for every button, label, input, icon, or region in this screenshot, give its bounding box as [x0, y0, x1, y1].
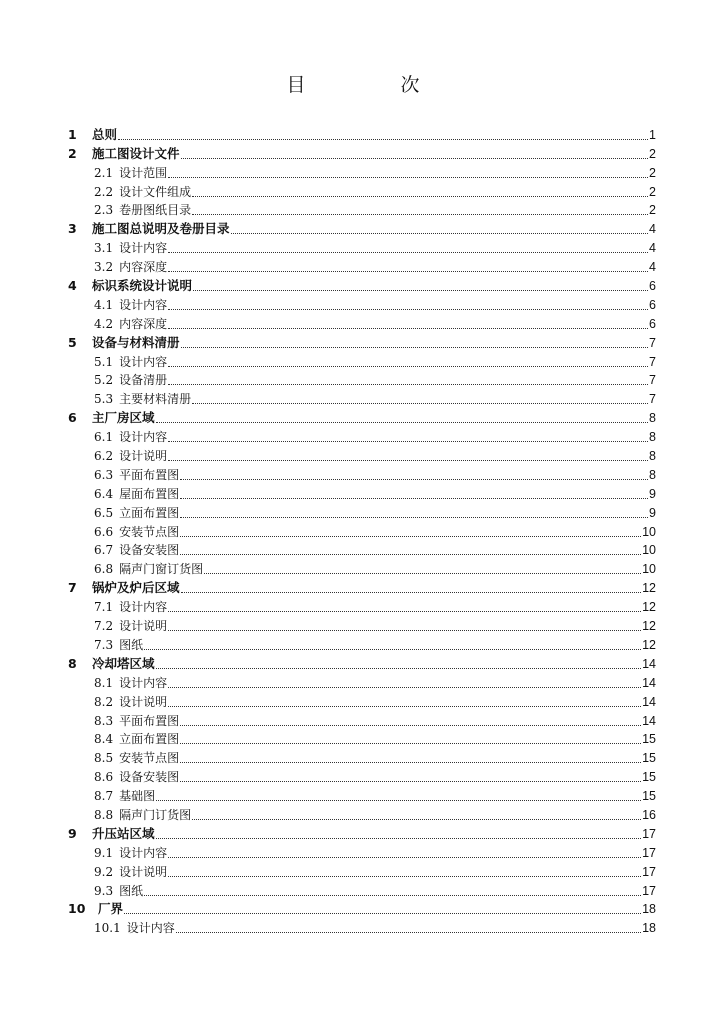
toc-entry-number: 4: [68, 278, 77, 294]
toc-entry-number: 3.2: [94, 260, 114, 275]
toc-entry-page-number: 17: [642, 845, 656, 860]
toc-entry-label: 设计内容: [119, 600, 168, 615]
toc-entry-page-number: 6: [649, 316, 656, 331]
toc-leader-dots: [192, 818, 641, 820]
toc-entry-label: 内容深度: [119, 260, 168, 275]
toc-leader-dots: [180, 535, 641, 537]
toc-entry-number: 3.1: [94, 241, 114, 256]
toc-entry[interactable]: [68, 370, 656, 389]
toc-leader-dots: [180, 553, 641, 555]
toc-entry-page-number: 15: [642, 732, 656, 747]
toc-entry-label: 设备安装图: [119, 770, 180, 785]
toc-leader-dots: [168, 459, 648, 461]
toc-entry[interactable]: [68, 181, 656, 200]
toc-leader-dots: [204, 572, 641, 574]
toc-entry[interactable]: [68, 672, 656, 691]
toc-entry-page-number: 10: [642, 524, 656, 539]
toc-entry-number: 8.6: [94, 770, 114, 785]
toc-entry-number: 7: [68, 580, 77, 596]
toc-entry-number: 7.1: [94, 600, 114, 615]
toc-entry-number: 9.1: [94, 845, 114, 860]
toc-entry-number: 6.2: [94, 449, 114, 464]
toc-entry[interactable]: [68, 294, 656, 313]
toc-entry[interactable]: [68, 218, 656, 237]
toc-entry-number: 4.1: [94, 297, 114, 312]
toc-entry-number: 6.4: [94, 486, 114, 501]
toc-entry-label: 设计说明: [119, 449, 168, 464]
toc-entry-number: 8.7: [94, 789, 114, 804]
toc-entry-number: 10.1: [94, 921, 121, 936]
toc-entry-page-number: 12: [642, 619, 656, 634]
toc-leader-dots: [180, 742, 641, 744]
toc-entry-number: 8.1: [94, 675, 114, 690]
toc-leader-dots: [156, 837, 642, 839]
toc-entry-label: 厂界: [98, 901, 124, 917]
toc-leader-dots: [168, 383, 648, 385]
toc-entry-page-number: 2: [649, 146, 656, 161]
toc-entry-page-number: 7: [649, 354, 656, 369]
toc-entry-number: 2: [68, 145, 77, 161]
toc-leader-dots: [231, 232, 649, 234]
toc-entry[interactable]: [68, 823, 656, 842]
toc-entry[interactable]: [68, 710, 656, 729]
toc-entry-number: 6.7: [94, 543, 114, 558]
toc-entry-number: 8.5: [94, 751, 114, 766]
toc-entry-page-number: 10: [642, 543, 656, 558]
toc-entry-number: 2.1: [94, 165, 114, 180]
toc-leader-dots: [168, 251, 648, 253]
toc-entry-page-number: 9: [649, 486, 656, 501]
toc-entry-label: 设计内容: [119, 430, 168, 445]
toc-entry-page-number: 1: [649, 127, 656, 142]
toc-leader-dots: [124, 912, 641, 914]
toc-entry[interactable]: [68, 615, 656, 634]
toc-entry-page-number: 7: [649, 373, 656, 388]
toc-entry[interactable]: [68, 899, 656, 918]
toc-entry[interactable]: [68, 861, 656, 880]
toc-leader-dots: [176, 931, 641, 933]
toc-entry-page-number: 6: [649, 297, 656, 312]
toc-entry-page-number: 18: [642, 902, 656, 917]
toc-leader-dots: [180, 478, 648, 480]
toc-leader-dots: [193, 289, 648, 291]
toc-entry[interactable]: [68, 445, 656, 464]
toc-entry-label: 安装节点图: [119, 751, 180, 766]
toc-entry-page-number: 2: [649, 165, 656, 180]
toc-entry-page-number: 4: [649, 222, 656, 237]
toc-entry-label: 施工图设计文件: [92, 145, 180, 161]
toc-entry-number: 8: [68, 655, 77, 671]
toc-entry-page-number: 9: [649, 505, 656, 520]
toc-entry-label: 设备安装图: [119, 543, 180, 558]
toc-entry[interactable]: [68, 162, 656, 181]
toc-entry[interactable]: [68, 729, 656, 748]
toc-entry[interactable]: [68, 558, 656, 577]
toc-entry-page-number: 8: [649, 467, 656, 482]
toc-entry-page-number: 10: [642, 562, 656, 577]
toc-entry-number: 5.2: [94, 373, 114, 388]
toc-entry-label: 设计内容: [119, 241, 168, 256]
toc-entry[interactable]: [68, 483, 656, 502]
toc-entry-label: 设计说明: [119, 694, 168, 709]
toc-leader-dots: [192, 195, 648, 197]
toc-entry-label: 设备清册: [119, 373, 168, 388]
toc-entry-page-number: 14: [642, 656, 656, 671]
toc-leader-dots: [192, 402, 648, 404]
toc-leader-dots: [144, 648, 641, 650]
toc-entry-label: 标识系统设计说明: [92, 278, 193, 294]
toc-leader-dots: [192, 213, 648, 215]
toc-entry-number: 8.8: [94, 807, 114, 822]
toc-entry[interactable]: [68, 124, 656, 143]
toc-leader-dots: [168, 629, 641, 631]
toc-entry-number: 5: [68, 334, 77, 350]
toc-leader-dots: [181, 591, 642, 593]
toc-entry-label: 平面布置图: [119, 713, 180, 728]
toc-entry-page-number: 4: [649, 241, 656, 256]
toc-leader-dots: [156, 799, 641, 801]
toc-entry-page-number: 15: [642, 789, 656, 804]
toc-leader-dots: [180, 780, 641, 782]
toc-entry-label: 主厂房区域: [92, 410, 155, 426]
toc-entry-label: 设计内容: [119, 675, 168, 690]
toc-leader-dots: [168, 365, 648, 367]
toc-entry-page-number: 12: [642, 637, 656, 652]
toc-leader-dots: [118, 138, 648, 140]
toc-entry[interactable]: [68, 521, 656, 540]
toc-leader-dots: [168, 440, 648, 442]
toc-entry-number: 8.4: [94, 732, 114, 747]
toc-entry-number: 5.1: [94, 354, 114, 369]
toc-entry-label: 立面布置图: [119, 732, 180, 747]
toc-entry-label: 设计内容: [126, 921, 175, 936]
toc-leader-dots: [180, 516, 648, 518]
toc-entry-page-number: 2: [649, 184, 656, 199]
toc-entry[interactable]: [68, 200, 656, 219]
toc-entry-label: 图纸: [119, 883, 144, 898]
toc-entry[interactable]: [68, 577, 656, 596]
toc-entry-label: 隔声门窗订货图: [119, 562, 204, 577]
toc-entry-label: 施工图总说明及卷册目录: [92, 221, 230, 237]
toc-entry[interactable]: [68, 540, 656, 559]
toc-entry[interactable]: [68, 426, 656, 445]
toc-entry-number: 5.3: [94, 392, 114, 407]
toc-entry[interactable]: [68, 634, 656, 653]
toc-leader-dots: [168, 875, 641, 877]
toc-leader-dots: [180, 761, 641, 763]
toc-entry-label: 基础图: [119, 789, 156, 804]
toc-entry-number: 6.5: [94, 505, 114, 520]
toc-entry-number: 9.3: [94, 883, 114, 898]
toc-entry-label: 冷却塔区域: [92, 655, 155, 671]
toc-entry-page-number: 7: [649, 392, 656, 407]
toc-leader-dots: [168, 176, 648, 178]
toc-entry[interactable]: [68, 747, 656, 766]
toc-entry-label: 设计范围: [119, 165, 168, 180]
toc-entry-label: 卷册图纸目录: [119, 203, 192, 218]
toc-entry-page-number: 6: [649, 279, 656, 294]
toc-entry[interactable]: [68, 691, 656, 710]
toc-leader-dots: [168, 705, 641, 707]
toc-entry[interactable]: [68, 502, 656, 521]
toc-entry-label: 立面布置图: [119, 505, 180, 520]
toc-entry[interactable]: [68, 351, 656, 370]
toc-entry-label: 设计文件组成: [119, 184, 192, 199]
toc-leader-dots: [168, 327, 648, 329]
toc-entry-label: 设计内容: [119, 354, 168, 369]
toc-entry-label: 平面布置图: [119, 467, 180, 482]
toc-entry-number: 9.2: [94, 864, 114, 879]
toc-entry-label: 设计说明: [119, 864, 168, 879]
toc-entry-number: 8.3: [94, 713, 114, 728]
toc-entry-page-number: 18: [642, 921, 656, 936]
toc-entry-page-number: 8: [649, 430, 656, 445]
toc-entry-label: 总则: [92, 126, 118, 142]
toc-entry-label: 隔声门订货图: [119, 807, 192, 822]
toc-entry[interactable]: [68, 237, 656, 256]
toc-entry-page-number: 14: [642, 694, 656, 709]
toc-entry-page-number: 14: [642, 713, 656, 728]
toc-entry[interactable]: [68, 256, 656, 275]
toc-entry-number: 10: [68, 901, 86, 917]
toc-entry[interactable]: [68, 388, 656, 407]
toc-leader-dots: [168, 686, 641, 688]
toc-leader-dots: [180, 497, 648, 499]
toc-leader-dots: [181, 346, 649, 348]
toc-entry-number: 8.2: [94, 694, 114, 709]
toc-leader-dots: [181, 157, 649, 159]
toc-entry-label: 屋面布置图: [119, 486, 180, 501]
toc-entry-label: 内容深度: [119, 316, 168, 331]
toc-entry-number: 6.1: [94, 430, 114, 445]
toc-entry-page-number: 17: [642, 883, 656, 898]
toc-entry-page-number: 14: [642, 675, 656, 690]
toc-entry-number: 6: [68, 410, 77, 426]
toc-entry-number: 9: [68, 825, 77, 841]
toc-entry-page-number: 12: [642, 600, 656, 615]
toc-entry[interactable]: [68, 804, 656, 823]
toc-entry[interactable]: [68, 332, 656, 351]
toc-entry[interactable]: [68, 143, 656, 162]
toc-entry-label: 设计说明: [119, 619, 168, 634]
toc-entry-label: 设计内容: [119, 297, 168, 312]
toc-entry[interactable]: [68, 275, 656, 294]
toc-leader-dots: [180, 724, 641, 726]
toc-entry[interactable]: [68, 785, 656, 804]
toc-leader-dots: [168, 270, 648, 272]
toc-entry-page-number: 8: [649, 449, 656, 464]
toc-entry-page-number: 16: [642, 807, 656, 822]
toc-entry-label: 主要材料清册: [119, 392, 192, 407]
toc-entry[interactable]: [68, 653, 656, 672]
toc-leader-dots: [156, 667, 642, 669]
toc-entry-page-number: 15: [642, 770, 656, 785]
page-title: 目 次: [286, 74, 458, 96]
toc-entry-number: 4.2: [94, 316, 114, 331]
toc-entry-number: 6.6: [94, 524, 114, 539]
toc-entry-label: 图纸: [119, 637, 144, 652]
toc-entry-number: 2.2: [94, 184, 114, 199]
toc-entry-number: 3: [68, 221, 77, 237]
toc-entry[interactable]: [68, 313, 656, 332]
toc-entry[interactable]: [68, 842, 656, 861]
toc-entry-number: 6.3: [94, 467, 114, 482]
toc-entry-label: 升压站区域: [92, 825, 155, 841]
toc-leader-dots: [168, 308, 648, 310]
toc-entry-number: 1: [68, 126, 77, 142]
toc-entry-label: 安装节点图: [119, 524, 180, 539]
toc-entry-number: 6.8: [94, 562, 114, 577]
toc-entry-page-number: 4: [649, 260, 656, 275]
toc-entry-number: 2.3: [94, 203, 114, 218]
toc-entry-page-number: 12: [642, 581, 656, 596]
toc-entry-page-number: 8: [649, 411, 656, 426]
toc-entry-label: 锅炉及炉后区域: [92, 580, 180, 596]
toc-entry-page-number: 17: [642, 864, 656, 879]
toc-entry-page-number: 15: [642, 751, 656, 766]
toc-entry[interactable]: [68, 464, 656, 483]
toc-entry-number: 7.3: [94, 637, 114, 652]
toc-entry-number: 7.2: [94, 619, 114, 634]
toc-entry-page-number: 2: [649, 203, 656, 218]
toc-entry[interactable]: [68, 766, 656, 785]
toc-entry[interactable]: [68, 407, 656, 426]
toc-leader-dots: [156, 421, 649, 423]
toc-leader-dots: [168, 856, 641, 858]
toc-leader-dots: [168, 610, 641, 612]
toc-entry-page-number: 7: [649, 335, 656, 350]
toc-entry-label: 设计内容: [119, 845, 168, 860]
toc-entry-label: 设备与材料清册: [92, 334, 180, 350]
table-of-contents: [68, 124, 656, 936]
toc-entry[interactable]: [68, 596, 656, 615]
toc-entry-page-number: 17: [642, 826, 656, 841]
toc-leader-dots: [144, 894, 641, 896]
toc-entry[interactable]: [68, 880, 656, 899]
toc-entry[interactable]: [68, 917, 656, 936]
